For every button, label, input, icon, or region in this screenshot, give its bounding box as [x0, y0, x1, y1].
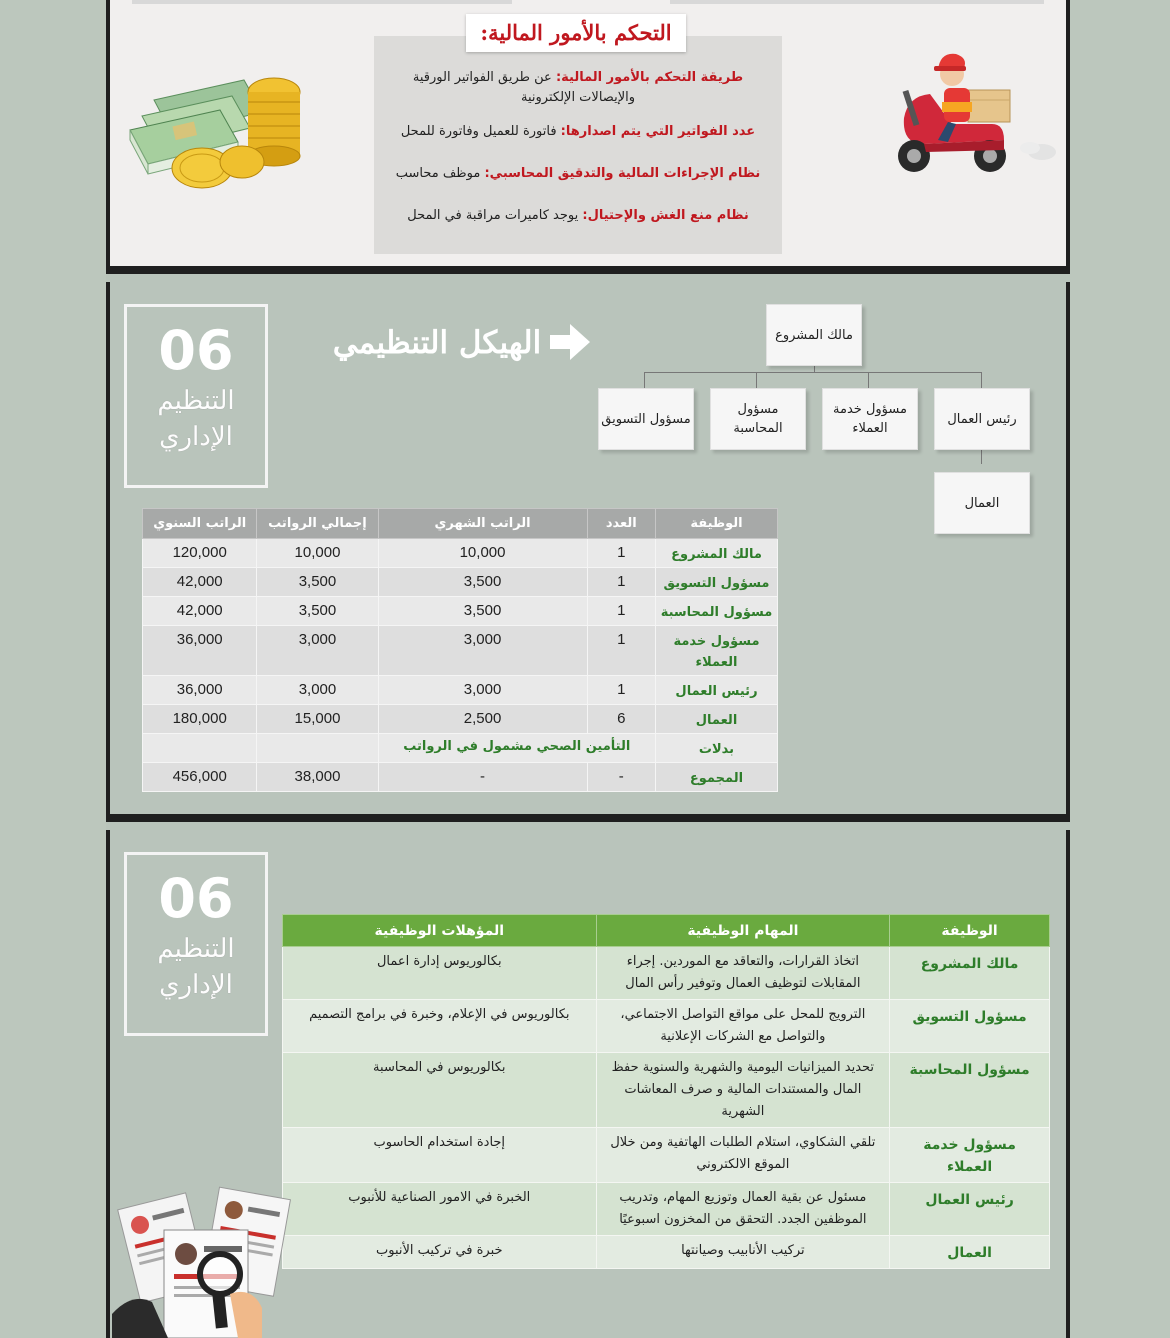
finance-panel — [106, 0, 1070, 274]
top-rule-right — [670, 0, 1044, 4]
qualifications-cell: إجادة استخدام الحاسوب — [283, 1128, 597, 1183]
total-cell: 10,000 — [257, 539, 378, 568]
duties-cell: تركيب الأنابيب وصيانتها — [596, 1236, 890, 1269]
finance-value: يوجد كاميرات مراقبة في المحل — [407, 208, 583, 223]
finance-line-fraud — [384, 206, 772, 226]
table-row — [283, 947, 1050, 1000]
org-connector — [868, 372, 869, 388]
column-header: المؤهلات الوظيفية — [283, 915, 597, 947]
section-badge — [124, 304, 268, 488]
table-row — [283, 1183, 1050, 1236]
table-row — [283, 1236, 1050, 1269]
money-icon — [114, 72, 314, 194]
job-cell: رئيس العمال — [890, 1183, 1050, 1236]
finance-value: فاتورة للعميل وفاتورة للمحل — [400, 124, 561, 139]
qualifications-cell: بكالوريوس في المحاسبة — [283, 1053, 597, 1128]
section-number: 06 — [158, 867, 234, 930]
table-row — [143, 676, 778, 705]
column-header: الراتب السنوي — [143, 509, 257, 539]
qualifications-cell: بكالوريوس في الإعلام، وخبرة في برامج التصميم — [283, 1000, 597, 1053]
annual-cell: 36,000 — [143, 676, 257, 705]
annual-cell: 36,000 — [143, 626, 257, 676]
section-badge — [124, 852, 268, 1036]
finance-line-method — [384, 68, 772, 108]
resumes-magnifier-icon — [112, 1174, 322, 1338]
monthly-cell: 3,500 — [378, 597, 587, 626]
annual-cell: 180,000 — [143, 705, 257, 734]
finance-key: نظام الإجراءات المالية والتدقيق المحاسبي: — [484, 166, 761, 181]
finance-key: طريقة التحكم بالأمور المالية: — [555, 70, 744, 85]
job-cell: العمال — [890, 1236, 1050, 1269]
duties-table — [282, 914, 1050, 1269]
finance-line-invoices — [384, 122, 772, 142]
job-cell: مسؤول المحاسبة — [656, 597, 778, 626]
total-cell: 3,000 — [257, 626, 378, 676]
total-cell: 3,500 — [257, 597, 378, 626]
finance-line-audit — [384, 164, 772, 184]
org-connector — [644, 372, 645, 388]
job-cell: رئيس العمال — [656, 676, 778, 705]
allowance-row — [143, 734, 778, 763]
count-cell: 6 — [587, 705, 655, 734]
total-cell: 3,500 — [257, 568, 378, 597]
job-cell: مالك المشروع — [656, 539, 778, 568]
org-chart-title: الهيكل التنظيمي — [332, 325, 542, 361]
duties-cell: الترويج للمحل على مواقع التواصل الاجتماعي، والتواصل مع الشركات الإعلانية — [596, 1000, 890, 1053]
annual-cell: 42,000 — [143, 568, 257, 597]
org-connector — [644, 372, 982, 373]
duties-cell: مسئول عن بقية العمال وتوزيع المهام، وتدريب الموظفين الجدد. التحقق من المخزون اسبوعيًا — [596, 1183, 890, 1236]
count-cell: 1 — [587, 539, 655, 568]
empty-cell — [257, 734, 378, 763]
org-structure-panel — [106, 282, 1070, 822]
column-header: الراتب الشهري — [378, 509, 587, 539]
job-cell: العمال — [656, 705, 778, 734]
org-node-workers: العمال — [934, 472, 1030, 534]
total-cell: 15,000 — [257, 705, 378, 734]
section-word: التنظيم — [157, 386, 235, 416]
org-node-marketing: مسؤول التسويق — [598, 388, 694, 450]
finance-value: عن طريق الفواتير الورقية والإيصالات الإلكترونية — [412, 70, 635, 105]
monthly-cell: 3,000 — [378, 676, 587, 705]
duties-cell: اتخاذ القرارات، والتعاقد مع الموردين. إجراء المقابلات لتوظيف العمال وتوفير رأس المال — [596, 947, 890, 1000]
table-row — [283, 1053, 1050, 1128]
monthly-cell: 2,500 — [378, 705, 587, 734]
table-row — [283, 1000, 1050, 1053]
job-cell: مسؤول المحاسبة — [890, 1053, 1050, 1128]
finance-title: التحكم بالأمور المالية: — [466, 14, 686, 52]
monthly-cell: - — [378, 763, 587, 792]
monthly-cell: 3,000 — [378, 626, 587, 676]
job-cell: مسؤول خدمة العملاء — [890, 1128, 1050, 1183]
org-node-owner: مالك المشروع — [766, 304, 862, 366]
job-cell: مسؤول التسويق — [890, 1000, 1050, 1053]
org-node-workers-head: رئيس العمال — [934, 388, 1030, 450]
monthly-cell: 10,000 — [378, 539, 587, 568]
annual-cell: 120,000 — [143, 539, 257, 568]
duties-cell: تحديد الميزانيات اليومية والشهرية والسنوية حفظ المال والمستندات المالية و صرف المعاشات الشهرية — [596, 1053, 890, 1128]
table-row — [283, 1128, 1050, 1183]
count-cell: - — [587, 763, 655, 792]
job-cell: مسؤول خدمة العملاء — [656, 626, 778, 676]
table-row — [143, 705, 778, 734]
count-cell: 1 — [587, 597, 655, 626]
job-cell: بدلات — [656, 734, 778, 763]
count-cell: 1 — [587, 626, 655, 676]
job-cell: مسؤول التسويق — [656, 568, 778, 597]
org-node-accounting: مسؤول المحاسبة — [710, 388, 806, 450]
table-row — [143, 539, 778, 568]
finance-value: موظف محاسب — [395, 166, 485, 181]
column-header: المهام الوظيفية — [596, 915, 890, 947]
org-connector — [981, 450, 982, 464]
allowance-note: التأمين الصحي مشمول في الرواتب — [378, 734, 655, 763]
empty-cell — [143, 734, 257, 763]
table-row — [143, 568, 778, 597]
count-cell: 1 — [587, 676, 655, 705]
salary-table — [142, 508, 778, 792]
job-cell: المجموع — [656, 763, 778, 792]
finance-key: عدد الفواتير التي يتم اصدارها: — [560, 124, 756, 139]
job-cell: مالك المشروع — [890, 947, 1050, 1000]
table-row — [143, 597, 778, 626]
total-cell: 3,000 — [257, 676, 378, 705]
total-row — [143, 763, 778, 792]
duties-cell: تلقي الشكاوي، استلام الطلبات الهاتفية ومن خلال الموقع الالكتروني — [596, 1128, 890, 1183]
column-header: الوظيفة — [890, 915, 1050, 947]
salary-header-row — [143, 509, 778, 539]
qualifications-cell: خبرة في تركيب الأنبوب — [283, 1236, 597, 1269]
column-header: العدد — [587, 509, 655, 539]
job-duties-panel — [106, 830, 1070, 1338]
finance-details-box — [374, 36, 782, 254]
qualifications-cell: الخبرة في الامور الصناعية للأنبوب — [283, 1183, 597, 1236]
count-cell: 1 — [587, 568, 655, 597]
annual-cell: 456,000 — [143, 763, 257, 792]
section-word: الإداري — [159, 422, 233, 452]
table-row — [143, 626, 778, 676]
outer-margin-right — [1070, 0, 1170, 1338]
duties-header-row — [283, 915, 1050, 947]
outer-margin-left — [0, 0, 106, 1338]
annual-cell: 42,000 — [143, 597, 257, 626]
org-node-customer-service: مسؤول خدمة العملاء — [822, 388, 918, 450]
section-word: التنظيم — [157, 934, 235, 964]
arrow-right-icon — [550, 324, 590, 360]
column-header: الوظيفة — [656, 509, 778, 539]
total-cell: 38,000 — [257, 763, 378, 792]
section-word: الإداري — [159, 970, 233, 1000]
delivery-scooter-icon — [864, 44, 1060, 184]
org-connector — [981, 372, 982, 388]
section-number: 06 — [158, 319, 234, 382]
finance-key: نظام منع الغش والإحتيال: — [582, 208, 749, 223]
column-header: إجمالي الرواتب — [257, 509, 378, 539]
org-connector — [756, 372, 757, 388]
qualifications-cell: بكالوريوس إدارة اعمال — [283, 947, 597, 1000]
monthly-cell: 3,500 — [378, 568, 587, 597]
top-rule-left — [132, 0, 512, 4]
